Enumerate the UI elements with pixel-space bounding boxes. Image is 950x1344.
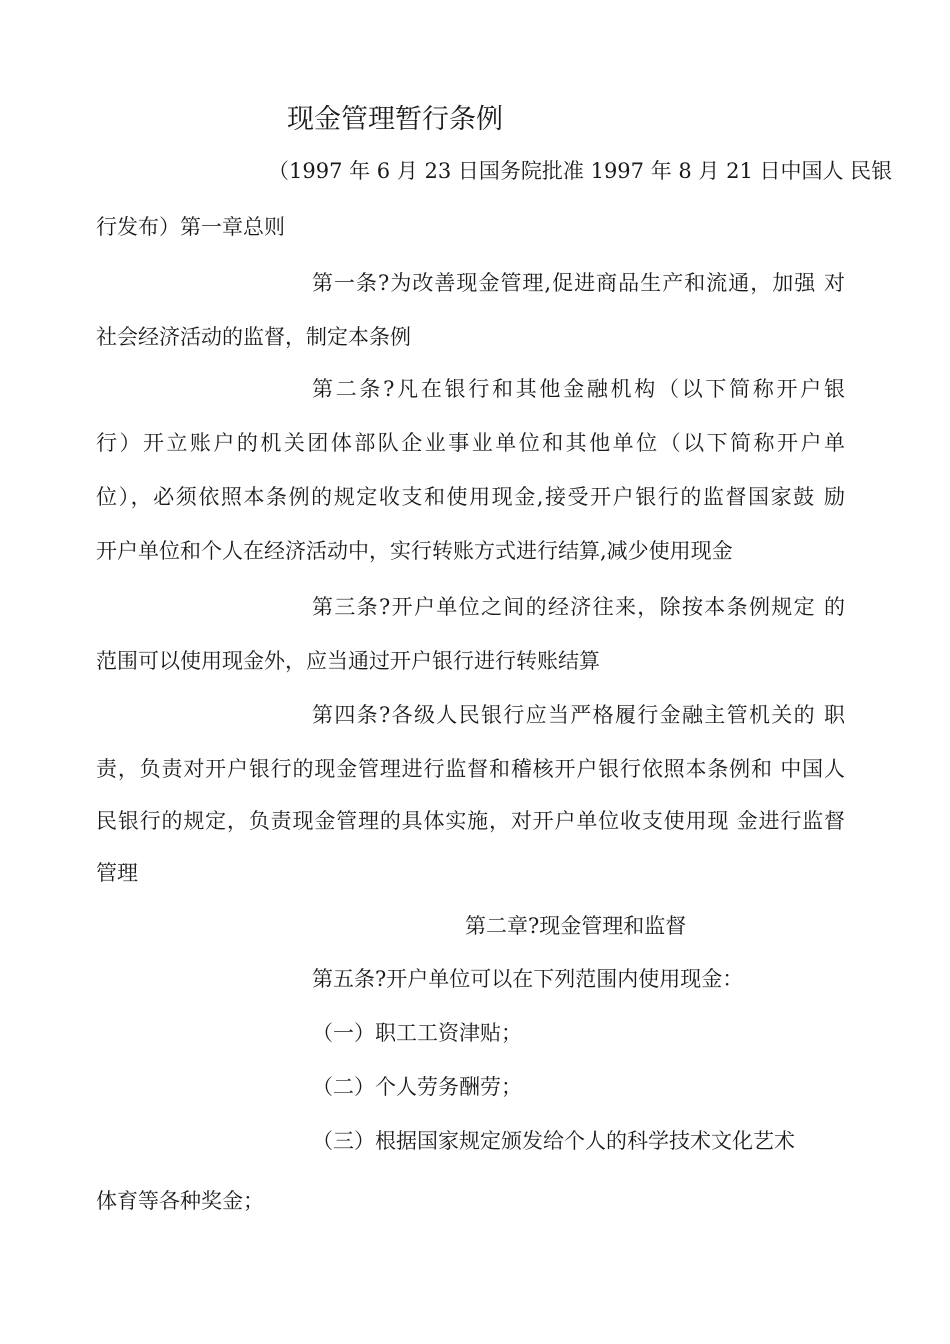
article-2-line-1: 第二条?凡在银行和其他金融机构（以下简称开户银 [312,377,845,401]
article-5-item-3-line-1: （三）根据国家规定颁发给个人的科学技术文化艺术 [312,1129,795,1153]
article-5-item-1: （一）职工工资津贴； [312,1021,522,1045]
article-4-line-1: 第四条?各级人民银行应当严格履行金融主管机关的 职 [312,703,845,727]
document-title: 现金管理暂行条例 [287,104,503,135]
subtitle-line-1: （1997 年 6 月 23 日国务院批准 1997 年 8 月 21 日中国人 民银 [268,159,893,183]
article-2-line-2: 行）开立账户的机关团体部队企业事业单位和其他单位（以下简称开户单 [96,431,845,455]
article-5-line-1: 第五条?开户单位可以在下列范围内使用现金： [312,967,744,991]
subtitle-line-2: 行发布）第一章总则 [96,215,285,239]
article-3-line-2: 范围可以使用现金外，应当通过开户银行进行转账结算 [96,649,600,673]
article-3-line-1: 第三条?开户单位之间的经济往来，除按本条例规定 的 [312,595,845,619]
article-1-line-1: 第一条?为改善现金管理,促进商品生产和流通，加强 对 [312,271,845,295]
article-4-line-3: 民银行的规定，负责现金管理的具体实施，对开户单位收支使用现 金进行监督 [96,809,845,833]
article-2-line-4: 开户单位和个人在经济活动中，实行转账方式进行结算,减少使用现金 [96,539,733,563]
article-1-line-2: 社会经济活动的监督，制定本条例 [96,325,411,349]
article-5-item-3-line-2: 体育等各种奖金； [96,1189,264,1213]
article-4-line-4: 管理 [96,861,138,885]
article-5-item-2: （二）个人劳务酬劳； [312,1075,522,1099]
article-2-line-3: 位），必须依照本条例的规定收支和使用现金,接受开户银行的监督国家鼓 励 [96,485,845,509]
chapter-2-heading: 第二章?现金管理和监督 [465,914,687,938]
article-4-line-2: 责，负责对开户银行的现金管理进行监督和稽核开户银行依照本条例和 中国人 [96,757,845,781]
